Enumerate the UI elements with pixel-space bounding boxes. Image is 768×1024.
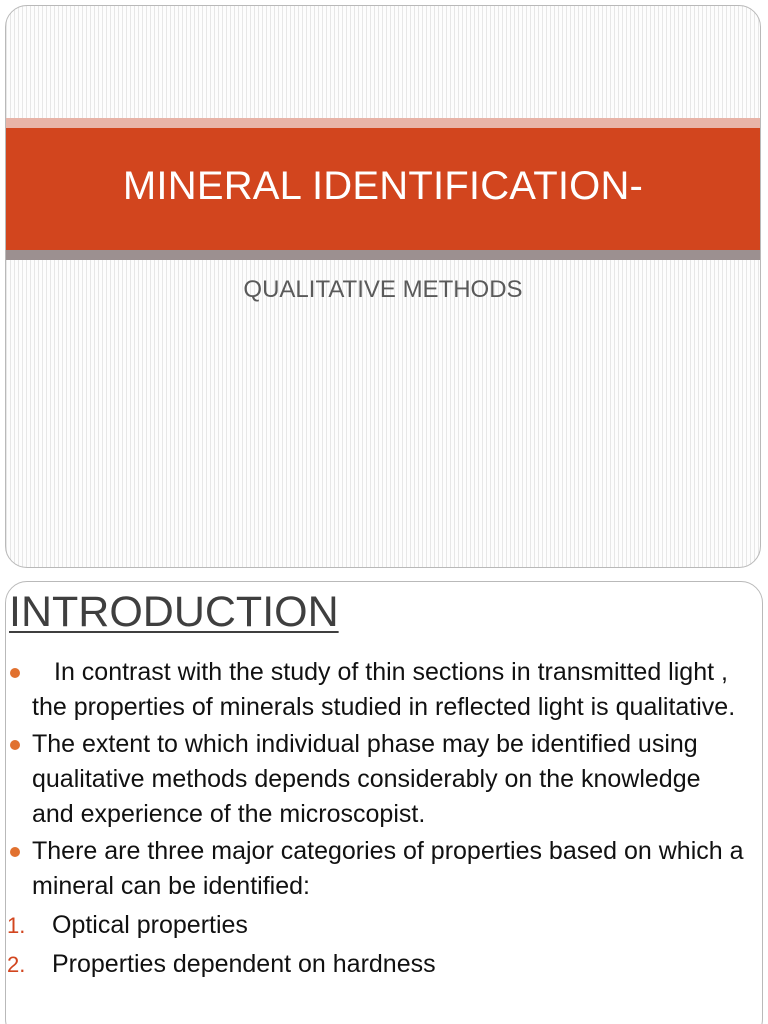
list-item xyxy=(6,834,746,904)
numbered-text: Properties dependent on hardness xyxy=(52,950,436,978)
numbered-item xyxy=(6,947,746,982)
list-item xyxy=(6,655,746,725)
number-marker: 2. xyxy=(7,952,26,977)
slide-title: MINERAL IDENTIFICATION- xyxy=(122,163,644,208)
slide-subtitle: QUALITATIVE METHODS xyxy=(243,276,523,303)
title-band xyxy=(6,128,760,250)
introduction-slide xyxy=(5,581,763,1024)
bullet-dot-icon xyxy=(10,847,20,857)
title-band-top-stripe xyxy=(6,118,760,128)
bullet-dot-icon xyxy=(10,740,20,750)
bullet-text: The extent to which individual phase may be identified using qualitative methods depends considerably on the knowledge and experience of the microscopist. xyxy=(32,730,701,828)
list-item xyxy=(6,727,746,832)
title-band-bottom-stripe xyxy=(6,250,760,260)
bullet-dot-icon xyxy=(10,668,20,678)
numbered-text: Optical properties xyxy=(52,911,248,939)
bullet-text: In contrast with the study of thin sections in transmitted light , the properties of minerals studied in reflected light is qualitative. xyxy=(32,658,736,721)
title-slide xyxy=(5,5,761,568)
numbered-item xyxy=(6,908,746,943)
bullet-list xyxy=(6,655,746,982)
introduction-heading: INTRODUCTION xyxy=(9,588,339,636)
number-marker: 1. xyxy=(7,913,26,938)
bullet-text: There are three major categories of properties based on which a mineral can be identified: xyxy=(32,837,744,900)
